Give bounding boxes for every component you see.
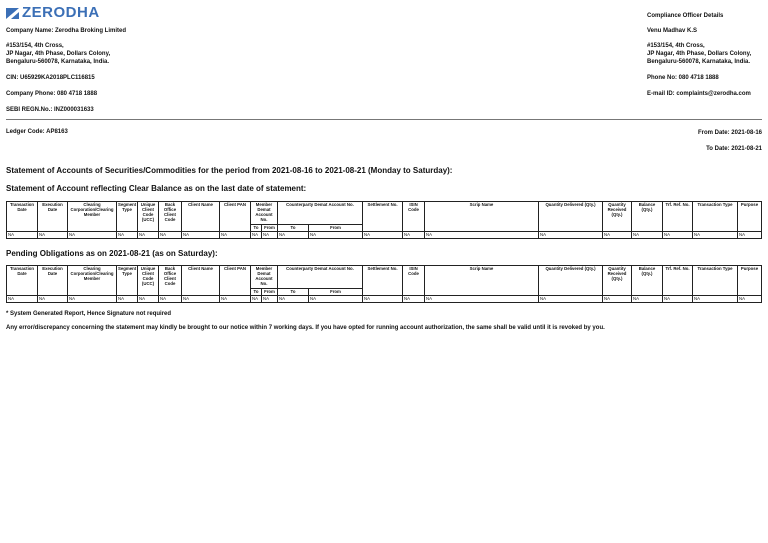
table-cell: NA — [363, 232, 403, 239]
pending-obligations-title: Pending Obligations as on 2021-08-21 (as on Saturday): — [6, 249, 218, 258]
table-cell: NA — [68, 296, 117, 303]
compliance-title: Compliance Officer Details — [647, 13, 724, 19]
table-cell: NA — [220, 232, 251, 239]
table-cell: NA — [38, 232, 68, 239]
ledger-code: Ledger Code: AP8163 — [6, 129, 68, 135]
table-cell: NA — [363, 296, 403, 303]
column-header: Quantity Delivered (Qty.) — [539, 266, 603, 296]
table-cell: NA — [403, 296, 425, 303]
counterparty-to-header: To — [278, 225, 309, 232]
table-header-row — [7, 202, 762, 225]
to-date: To Date: 2021-08-21 — [706, 146, 762, 152]
column-header: Clearing Corporation/Clearing Member — [68, 266, 117, 296]
column-header: Segment Type — [117, 202, 138, 232]
discrepancy-note: Any error/discrepancy concerning the statement may kindly be brought to our notice within 7 working days. If you have opted for running account authorization, the same shall be valid until it is revoked by you. — [6, 325, 605, 331]
table-cell: NA — [7, 232, 38, 239]
zerodha-logo-icon — [6, 7, 19, 20]
column-header: Trf. Ref. No. — [663, 266, 693, 296]
company-cin: CIN: U65929KA2018PLC116815 — [6, 75, 95, 81]
system-generated-note: * System Generated Report, Hence Signature not required — [6, 311, 172, 317]
company-name: Company Name: Zerodha Broking Limited — [6, 28, 127, 34]
company-details — [6, 27, 306, 114]
clear-balance-title: Statement of Account reflecting Clear Balance as on the last date of statement: — [6, 184, 307, 193]
table-cell: NA — [539, 296, 603, 303]
counterparty-from-header: From — [309, 289, 363, 296]
counterparty-to-header: To — [278, 289, 309, 296]
compliance-phone: Phone No: 080 4718 1888 — [647, 75, 719, 81]
table-cell: NA — [693, 232, 738, 239]
company-address-line-3: Bengaluru-560078, Karnataka, India. — [6, 59, 110, 65]
column-header: Counterparty Demat Account No. — [278, 202, 363, 225]
table-cell: NA — [663, 232, 693, 239]
member-from-header: From — [262, 225, 278, 232]
table-cell: NA — [251, 296, 262, 303]
table-cell: NA — [182, 296, 220, 303]
from-date: From Date: 2021-08-16 — [697, 130, 762, 136]
table-cell: NA — [693, 296, 738, 303]
table-cell: NA — [68, 232, 117, 239]
column-header: Transaction Type — [693, 202, 738, 232]
table-cell: NA — [117, 296, 138, 303]
clear-balance-table — [6, 201, 762, 239]
table-cell: NA — [117, 232, 138, 239]
table-cell: NA — [425, 296, 539, 303]
zerodha-logo — [6, 6, 100, 20]
column-header: Purpose — [738, 202, 762, 232]
compliance-address-line-1: #153/154, 4th Cross, — [647, 43, 705, 49]
pending-obligations-table — [6, 265, 762, 303]
table-cell: NA — [278, 296, 309, 303]
compliance-address-line-3: Bengaluru-560078, Karnataka, India. — [647, 59, 751, 65]
table-cell: NA — [182, 232, 220, 239]
column-header: Counterparty Demat Account No. — [278, 266, 363, 289]
column-header: ISIN Code — [403, 266, 425, 296]
column-header: Transaction Type — [693, 266, 738, 296]
table-cell: NA — [425, 232, 539, 239]
column-header: Client Name — [182, 266, 220, 296]
table-cell: NA — [262, 232, 278, 239]
company-phone: Company Phone: 080 4718 1888 — [6, 91, 98, 97]
column-header: Scrip Name — [425, 202, 539, 232]
column-header: Execution Date — [38, 202, 68, 232]
compliance-officer-details — [647, 12, 765, 98]
compliance-email: E-mail ID: complaints@zerodha.com — [647, 91, 751, 97]
company-address-line-1: #153/154, 4th Cross, — [6, 43, 64, 49]
divider — [6, 119, 762, 120]
table-cell: NA — [220, 296, 251, 303]
column-header: Member Demat Account No. — [251, 202, 278, 225]
counterparty-from-header: From — [309, 225, 363, 232]
column-header: Client PAN — [220, 266, 251, 296]
column-header: Client PAN — [220, 202, 251, 232]
column-header: Balance (Qty.) — [632, 202, 663, 232]
member-to-header: To — [251, 225, 262, 232]
table-cell: NA — [403, 232, 425, 239]
table-row — [7, 232, 762, 239]
table-cell: NA — [309, 296, 363, 303]
column-header: Clearing Corporation/Clearing Member — [68, 202, 117, 232]
column-header: Transaction Date — [7, 202, 38, 232]
period-dates — [698, 129, 762, 161]
column-header: Execution Date — [38, 266, 68, 296]
column-header: ISIN Code — [403, 202, 425, 232]
member-from-header: From — [262, 289, 278, 296]
member-to-header: To — [251, 289, 262, 296]
table-cell: NA — [603, 232, 632, 239]
table-row — [7, 296, 762, 303]
column-header: Transaction Date — [7, 266, 38, 296]
table-cell: NA — [38, 296, 68, 303]
brand-name: ZERODHA — [22, 4, 100, 21]
column-header: Back Office Client Code — [159, 266, 182, 296]
column-header: Settlement No. — [363, 266, 403, 296]
table-cell: NA — [7, 296, 38, 303]
column-header: Unique Client Code (UCC) — [138, 202, 159, 232]
column-header: Member Demat Account No. — [251, 266, 278, 289]
column-header: Back Office Client Code — [159, 202, 182, 232]
column-header: Settlement No. — [363, 202, 403, 232]
column-header: Client Name — [182, 202, 220, 232]
table-cell: NA — [262, 296, 278, 303]
table-cell: NA — [159, 296, 182, 303]
table-cell: NA — [632, 296, 663, 303]
column-header: Unique Client Code (UCC) — [138, 266, 159, 296]
table-cell: NA — [251, 232, 262, 239]
table-cell: NA — [309, 232, 363, 239]
table-cell: NA — [632, 232, 663, 239]
column-header: Quantity Delivered (Qty.) — [539, 202, 603, 232]
table-cell: NA — [159, 232, 182, 239]
table-cell: NA — [138, 296, 159, 303]
table-cell: NA — [278, 232, 309, 239]
table-cell: NA — [603, 296, 632, 303]
compliance-name: Venu Madhav K.S — [647, 28, 698, 34]
table-cell: NA — [138, 232, 159, 239]
column-header: Scrip Name — [425, 266, 539, 296]
column-header: Purpose — [738, 266, 762, 296]
column-header: Trf. Ref. No. — [663, 202, 693, 232]
sebi-registration: SEBI REGN.No.: INZ000031633 — [6, 107, 94, 113]
column-header: Quantity Received (Qty.) — [603, 266, 632, 296]
compliance-address-line-2: JP Nagar, 4th Phase, Dollars Colony, — [647, 51, 752, 57]
column-header: Quantity Received (Qty.) — [603, 202, 632, 232]
statement-title: Statement of Accounts of Securities/Commodities for the period from 2021-08-16 to 2021-08-21 (Monday to Saturday): — [6, 166, 453, 175]
table-cell: NA — [738, 232, 762, 239]
company-address-line-2: JP Nagar, 4th Phase, Dollars Colony, — [6, 51, 111, 57]
table-cell: NA — [663, 296, 693, 303]
column-header: Segment Type — [117, 266, 138, 296]
table-cell: NA — [738, 296, 762, 303]
table-header-row — [7, 266, 762, 289]
table-cell: NA — [539, 232, 603, 239]
column-header: Balance (Qty.) — [632, 266, 663, 296]
